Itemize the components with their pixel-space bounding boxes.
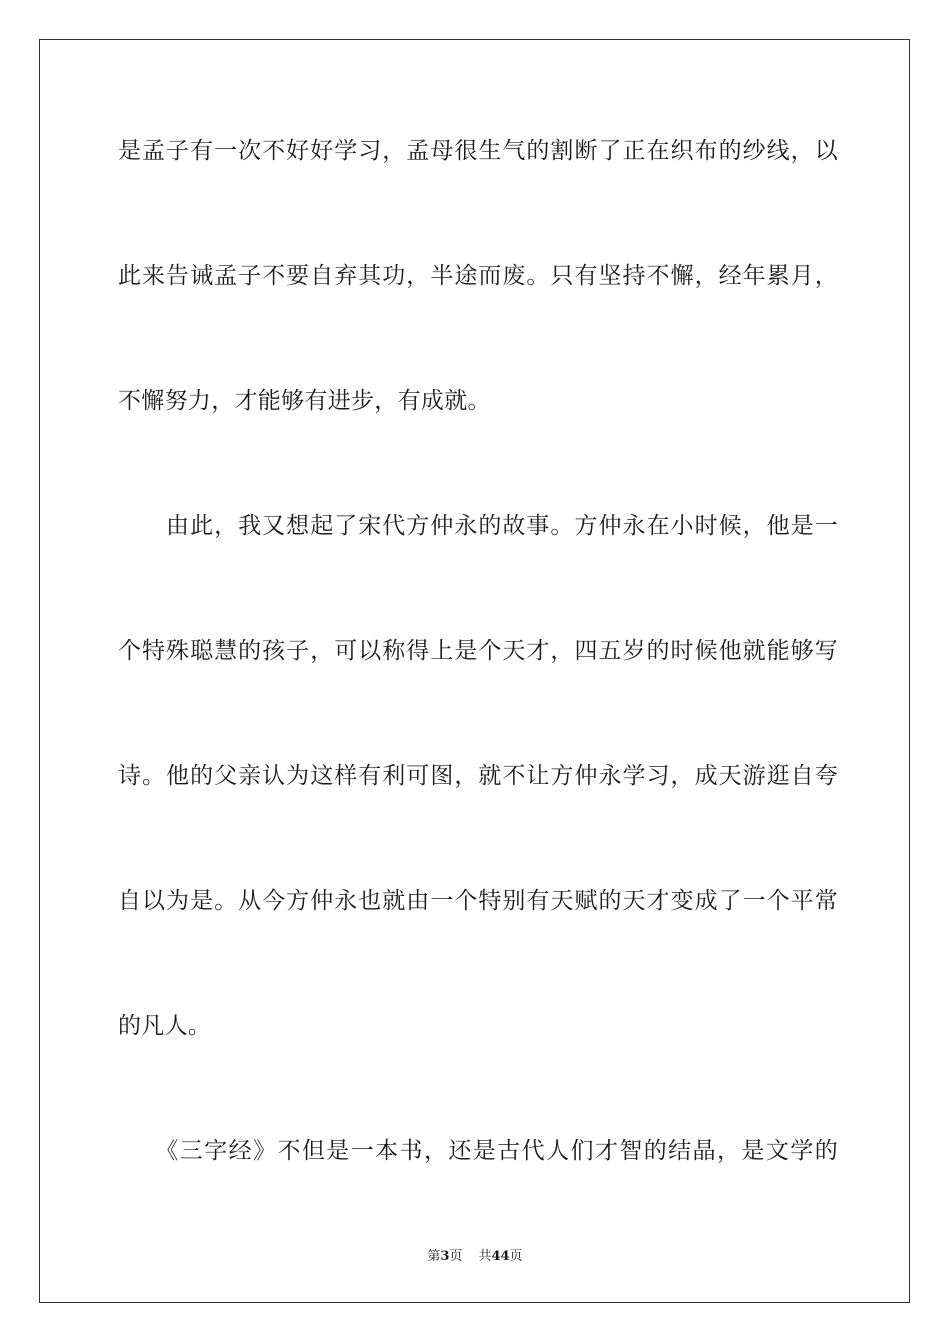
- text-line-7: 自以为是。从今方仲永也就由一个特别有天赋的天才变成了一个平常: [118, 888, 838, 914]
- text-line-8: 的凡人。: [118, 1013, 212, 1039]
- text-line-9: 《三字经》不但是一本书，还是古代人们才智的结晶，是文学的: [118, 1138, 838, 1164]
- text-line-2: 此来告诫孟子不要自弃其功，半途而废。只有坚持不懈，经年累月，: [118, 263, 838, 289]
- text-line-6: 诗。他的父亲认为这样有利可图，就不让方仲永学习，成天游逛自夸: [118, 763, 838, 789]
- page-border: [39, 39, 910, 1303]
- footer-page-suffix: 页: [449, 1249, 463, 1264]
- footer-page-prefix: 第: [427, 1249, 441, 1264]
- text-line-4: 由此，我又想起了宋代方仲永的故事。方仲永在小时候，他是一: [118, 513, 838, 539]
- footer-total-prefix: 共: [478, 1249, 492, 1264]
- footer-total-pages: 44: [491, 1249, 510, 1264]
- text-line-5: 个特殊聪慧的孩子，可以称得上是个天才，四五岁的时候他就能够写: [118, 638, 838, 664]
- text-line-1: 是孟子有一次不好好学习，孟母很生气的割断了正在织布的纱线，以: [118, 138, 838, 164]
- footer-page-number: 3: [440, 1249, 450, 1264]
- page-footer: [0, 1248, 950, 1266]
- text-line-3: 不懈努力，才能够有进步，有成就。: [118, 388, 491, 414]
- footer-total-suffix: 页: [509, 1249, 523, 1264]
